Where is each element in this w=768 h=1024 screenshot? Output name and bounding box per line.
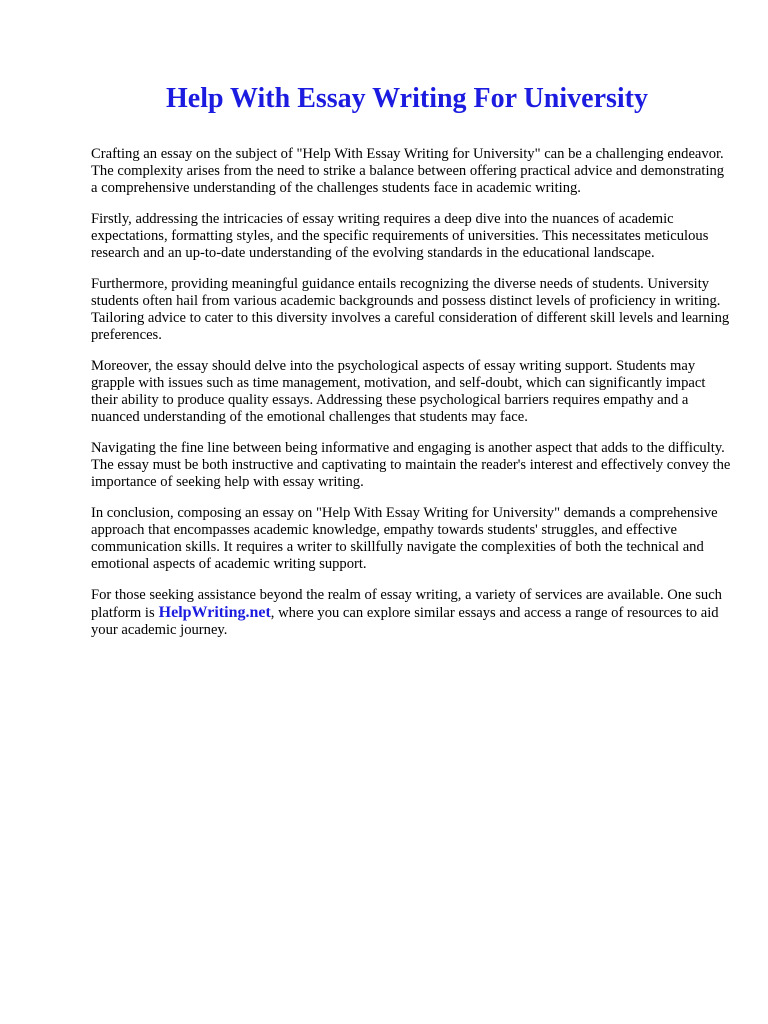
paragraph-3: Furthermore, providing meaningful guidance entails recognizing the diverse needs of students. University students often hail from various academic backgrounds and possess distinct levels of proficiency in writing. Tailoring advice to cater to this diversity involves a careful consideration of different skill levels and learning preferences. xyxy=(91,276,730,343)
helpwriting-link[interactable]: HelpWriting.net xyxy=(158,604,271,621)
paragraph-1: Crafting an essay on the subject of "Help With Essay Writing for University" can be a challenging endeavor. The complexity arises from the need to strike a balance between offering practical advice and demonstrating a comprehensive understanding of the challenges students face in academic writing. xyxy=(91,146,725,196)
essay-body xyxy=(91,146,731,653)
paragraph-6: In conclusion, composing an essay on "Help With Essay Writing for University" demands a comprehensive approach that encompasses academic knowledge, empathy towards students' struggles, and effective communication skills. It requires a writer to skillfully navigate the complexities of both the technical and emotional aspects of academic writing support. xyxy=(91,505,718,572)
paragraph-7-before-link: For those seeking assistance beyond the realm of essay writing, a variety of services are available. One such platform is xyxy=(91,587,722,621)
paragraph-7 xyxy=(91,587,731,639)
page-title: Help With Essay Writing For University xyxy=(165,83,648,114)
paragraph-7-after-link: , where you can explore similar essays and access a range of resources to aid your academic journey. xyxy=(91,605,719,638)
paragraph-5: Navigating the fine line between being informative and engaging is another aspect that adds to the difficulty. The essay must be both instructive and captivating to maintain the reader's interest and effectively convey the importance of seeking help with essay writing. xyxy=(91,440,731,490)
paragraph-4: Moreover, the essay should delve into the psychological aspects of essay writing support. Students may grapple with issues such as time management, motivation, and self-doubt, which can significantly impact their ability to produce quality essays. Addressing these psychological barriers requires empathy and a nuanced understanding of the emotional challenges that students may face. xyxy=(91,358,706,425)
paragraph-2: Firstly, addressing the intricacies of essay writing requires a deep dive into the nuances of academic expectations, formatting styles, and the specific requirements of universities. This necessitates meticulous research and an up-to-date understanding of the evolving standards in the educational landscape. xyxy=(91,211,709,261)
